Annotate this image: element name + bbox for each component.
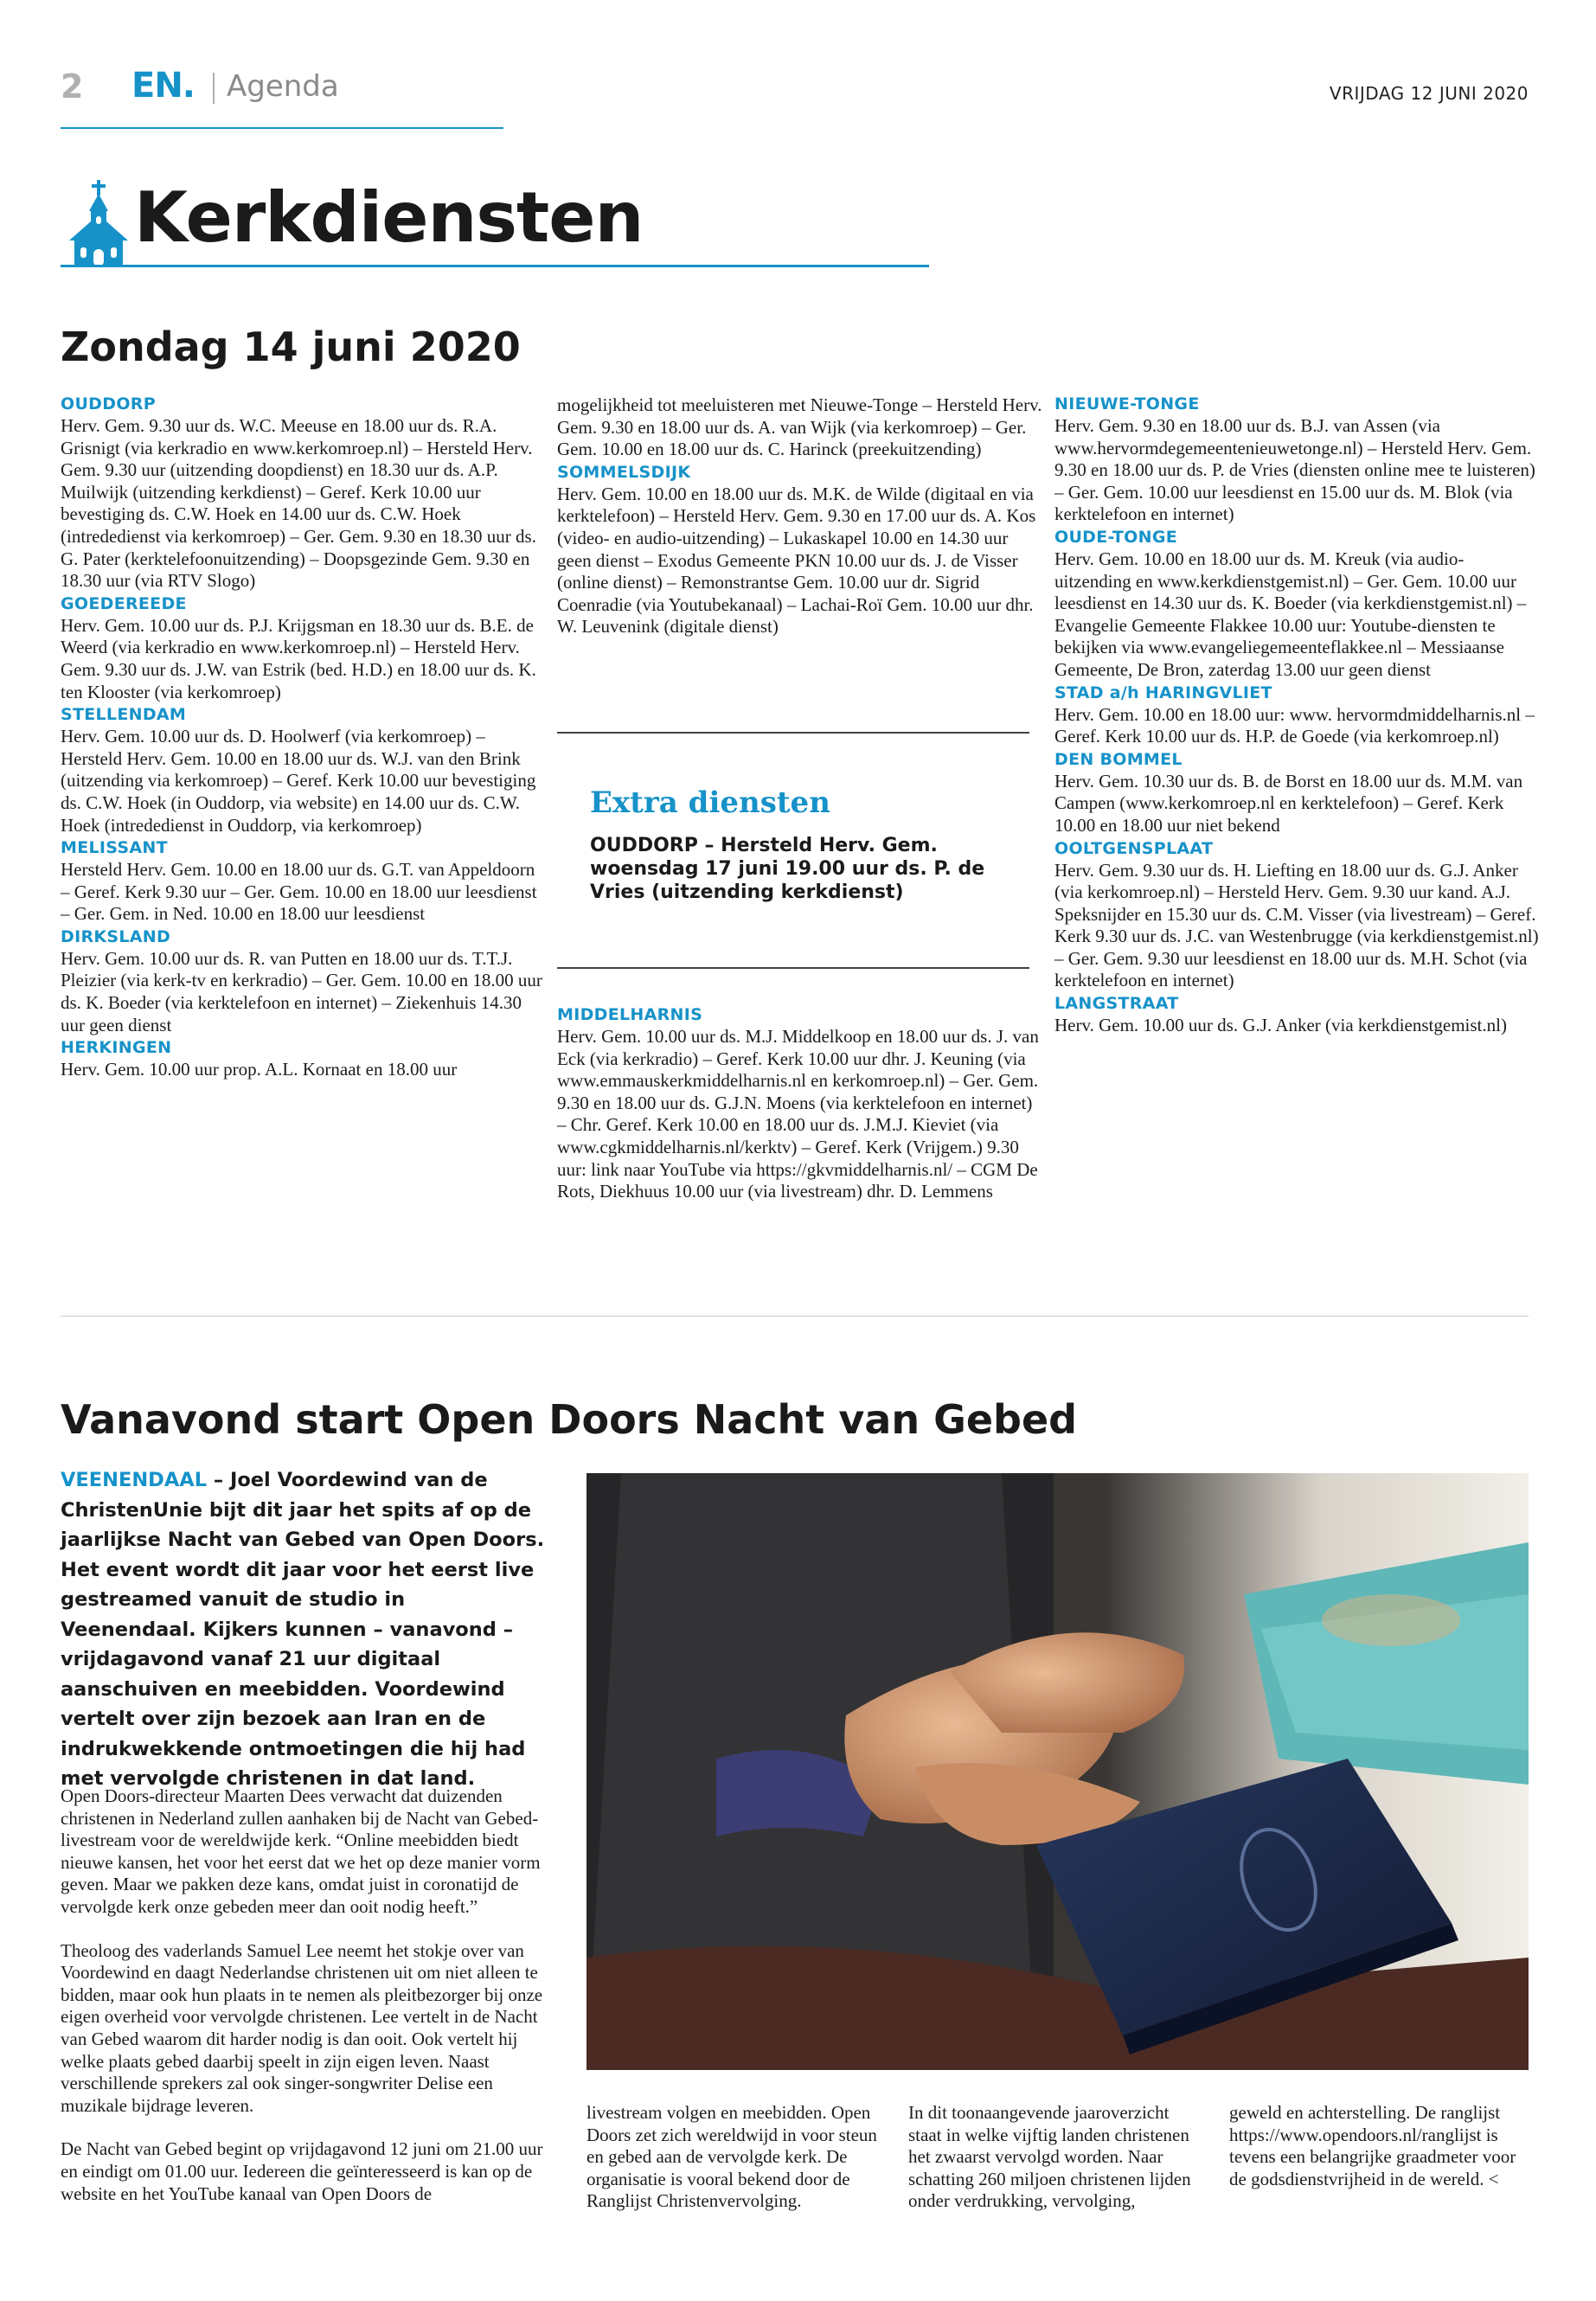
service-entry-den-bommel [1054,748,1541,837]
service-entry-oude-tonge [1054,526,1541,682]
service-entry-melissant [61,836,547,926]
header-rule [61,127,503,129]
service-entry-ouddorp [61,393,547,593]
article-paragraph: In dit toonaangevende jaaroverzicht staat in welke vijftig landen christenen het zwaarst vervolgd worden. Naar schatting 260 miljoen christenen lijden onder verdrukking, vervolging, [908,2102,1191,2212]
town-name: OUDE-TONGE [1054,527,1178,547]
article-paragraph: livestream volgen en meebidden. Open Doors zet zich wereldwijd in voor steun en gebed aan de vervolgde kerk. De organisatie is vooral bekend door de Ranglijst Christenvervolging. [586,2102,877,2212]
services-column-1 [61,393,547,1081]
service-text: Herv. Gem. 9.30 uur ds. W.C. Meeuse en 18.00 uur ds. R.A. Grisnigt (via kerkradio en www.kerkomroep.nl) – Hersteld Herv. Gem. 9.30 uur (uitzending doopdienst) en 18.30 uur ds. A.P. Muilwijk (uitzending kerkdienst) – Geref. Kerk 10.00 uur bevestiging ds. C.W. Hoek en 14.00 uur ds. C.W. Hoek (intrededienst via kerkomroep) – Ger. Gem. 9.30 en 18.30 uur ds. G. Pater (kerktelefoonuitzending) – Doopsgezinde Gem. 9.30 en 18.30 uur (via RTV Slogo) [61,415,536,592]
issue-date: VRIJDAG 12 JUNI 2020 [1329,83,1529,104]
town-name: STELLENDAM [61,705,187,725]
service-text: Herv. Gem. 10.00 uur ds. D. Hoolwerf (via kerkomroep) – Hersteld Herv. Gem. 10.00 en 18.00 uur ds. W.J. van den Brink (uitzending via kerkomroep) – Geref. Kerk 10.00 uur bevestiging ds. C.W. Hoek (in Ouddorp, via website) en 14.00 uur ds. C.W. Hoek (intrededienst in Ouddorp, via kerkomroep) [61,726,536,836]
service-entry-sommelsdijk [557,461,1043,638]
extra-services-text: OUDDORP – Hersteld Herv. Gem. woensdag 17 juni 19.00 uur ds. P. de Vries (uitzending kerkdienst) [590,835,985,903]
town-name: DIRKSLAND [61,926,171,946]
dateline-place: VEENENDAAL [61,1469,208,1491]
town-name: HERKINGEN [61,1038,172,1058]
service-entry-stad-haringvliet [1054,682,1541,748]
service-text: Herv. Gem. 10.00 uur ds. M.J. Middelkoop en 18.00 uur ds. J. van Eck (via kerkradio) – Geref. Kerk 10.00 uur dhr. J. Keuning (via www.emmauskerkmiddelharnis.nl en kerkomroep.nl) – Ger. Gem. 9.30 en 18.00 uur ds. G.J.N. Moens (via kerktelefoon en internet) – Chr. Geref. Kerk 10.00 en 18.00 uur ds. J.M.J. Kieviet (via www.cgkmiddelharnis.nl/kerktv) – Geref. Kerk (Vrijgem.) 9.30 uur: link naar YouTube via https://gkvmiddelharnis.nl/ – CGM De Rots, Diekhuus 10.00 uur (via livestream) dhr. D. Lemmens [557,1026,1039,1202]
article-body-col-3 [1229,2102,1529,2212]
service-text: Herv. Gem. 10.00 uur prop. A.L. Kornaat en 18.00 uur [61,1059,458,1080]
newspaper-logo: EN. [131,66,195,106]
service-entry-langstraat [1054,992,1541,1037]
town-name: GOEDEREEDE [61,593,187,613]
extra-services-title: Extra diensten [590,785,830,820]
town-name: STAD a/h HARINGVLIET [1054,683,1272,702]
service-entry-nieuwe-tonge [1054,393,1541,526]
service-entry-goedereede [61,593,547,703]
date-heading: Zondag 14 juni 2020 [61,324,521,370]
town-name: LANGSTRAAT [1054,994,1179,1014]
town-name: DEN BOMMEL [1054,749,1183,769]
church-icon [69,180,128,268]
header-separator [213,73,215,104]
services-column-3 [1054,393,1541,1037]
article-lead [61,1465,547,1794]
service-entry-herkingen [61,1036,547,1081]
article-paragraph: Open Doors-directeur Maarten Dees verwacht dat duizenden christenen in Nederland zullen aanhaken bij de Nacht van Gebed-livestream voor de wereldwijde kerk. “Online meebidden biedt nieuwe kansen, het voor het eerst dat we het op deze manier vorm geven. Maar we pakken deze kans, omdat juist in coronatijd de vervolgde kerk onze gebeden meer dan ooit nodig heeft.” [61,1785,541,1917]
service-text: Herv. Gem. 10.00 en 18.00 uur ds. M. Kreuk (via audio-uitzending en www.kerkdienstgemist.nl) – Ger. Gem. 10.00 uur leesdienst en 14.30 uur ds. K. Boeder (via kerkdienstgemist.nl) – Evangelie Gemeente Flakkee 10.00 uur: Youtube-diensten te bekijken via www.evangeliegemeenteflakkee.nl – Messiaanse Gemeente, De Bron, zaterdag 13.00 uur geen dienst [1054,548,1527,680]
section-divider [61,1316,1529,1317]
service-text: Herv. Gem. 9.30 uur ds. H. Liefting en 18.00 uur ds. G.J. Anker (via kerkomroep.nl) – Hersteld Herv. Gem. 9.30 uur kand. A.J. Speksnijder en 15.30 uur ds. C.M. Visser (via livestream) – Geref. Kerk 9.30 uur ds. J.C. van Westenbrugge (via kerkdienstgemist.nl) – Ger. Gem. 9.30 uur leesdienst en 18.00 uur ds. M.H. Schot (via kerktelefoon en internet) [1054,859,1539,991]
town-name: NIEUWE-TONGE [1054,394,1200,413]
service-text: mogelijkheid tot meeluisteren met Nieuwe-Tonge – Hersteld Herv. Gem. 9.30 en 18.00 uur ds. A. van Wijk (via kerkomroep) – Ger. Gem. 10.00 en 18.00 uur ds. C. Harinck (preekuitzending) [557,394,1042,460]
service-entry-continued [557,394,1043,461]
town-name: OOLTGENSPLAAT [1054,838,1214,858]
article-photo-praying-hands-bible [586,1473,1529,2070]
article-body-left [61,1785,549,2227]
title-rule [61,265,929,267]
page-title: Kerkdiensten [134,177,644,258]
article-body-col-2 [908,2102,1202,2234]
extra-box-top-rule [557,732,1029,734]
article-paragraph: Theoloog des vaderlands Samuel Lee neemt het stokje over van Voordewind en daagt Nederlandse christenen uit om niet alleen te bidden, maar ook hun plaats in te nemen als pleitbezorger bij onze eigen overheid voor vervolgde christenen. Lee vertelt in de Nacht van Gebed waarom dit harder nodig is dan ooit. Ook vertelt hij welke plaats gebed daarbij speelt in zijn eigen leven. Naast verschillende sprekers zal ook singer-songwriter Delise een muzikale bijdrage leveren. [61,1939,543,2116]
service-text: Herv. Gem. 10.30 uur ds. B. de Borst en 18.00 uur ds. M.M. van Campen (www.kerkomroep.nl en kerktelefoon) – Geref. Kerk 10.00 en 18.00 uur niet bekend [1054,770,1523,836]
service-entry-stellendam [61,703,547,836]
town-name: OUDDORP [61,394,156,413]
service-text: Herv. Gem. 10.00 en 18.00 uur: www. hervormdmiddelharnis.nl – Geref. Kerk 10.00 uur ds. H.P. de Goede (via kerkomroep.nl) [1054,703,1535,747]
article-paragraph: De Nacht van Gebed begint op vrijdagavond 12 juni om 21.00 uur en eindigt om 01.00 uur. Iedereen die geïnteresseerd is kan op de website en het YouTube kanaal van Open Doors de [61,2138,543,2204]
article-body-col-1 [586,2102,881,2234]
service-text: Herv. Gem. 10.00 en 18.00 uur ds. M.K. de Wilde (digitaal en via kerktelefoon) – Hersteld Herv. Gem. 9.30 en 17.00 uur ds. A. Kos (video- en audio-uitzending) – Lukaskapel 10.00 en 14.30 uur geen dienst – Exodus Gemeente PKN 10.00 uur ds. J. de Visser (online dienst) – Remonstrantse Gem. 10.00 uur dr. Sigrid Coenradie (via Youtubekanaal) – Lachai-Roï Gem. 10.00 uur dhr. W. Leuvenink (digitale dienst) [557,483,1036,638]
service-entry-dirksland [61,926,547,1036]
service-text: Hersteld Herv. Gem. 10.00 en 18.00 uur ds. G.T. van Appeldoorn – Geref. Kerk 9.30 uur – Ger. Gem. 10.00 en 18.00 uur leesdienst – Ger. Gem. in Ned. 10.00 en 18.00 uur leesdienst [61,859,537,925]
town-name: MELISSANT [61,838,168,858]
article-paragraph: geweld en achterstelling. De ranglijst https://www.opendoors.nl/ranglijst is tevens een belangrijke graadmeter voor de godsdienstvrijheid in de wereld. < [1229,2102,1516,2189]
town-name: MIDDELHARNIS [557,1005,703,1024]
article-headline: Vanavond start Open Doors Nacht van Gebed [61,1396,1078,1443]
service-entry-middelharnis [557,1003,1043,1203]
town-name: SOMMELSDIJK [557,462,691,482]
service-text: Herv. Gem. 10.00 uur ds. G.J. Anker (via kerkdienstgemist.nl) [1054,1015,1507,1036]
section-label: Agenda [227,69,339,104]
services-column-2-lower [557,1003,1043,1203]
service-text: Herv. Gem. 9.30 en 18.00 uur ds. B.J. van Assen (via www.hervormdegemeentenieuwetonge.nl) – Hersteld Herv. Gem. 9.30 en 18.00 uur ds. P. de Vries (diensten online mee te luisteren) – Ger. Gem. 10.00 uur leesdienst en 15.00 uur ds. M. Blok (via kerktelefoon en internet) [1054,415,1535,525]
extra-box-bottom-rule [557,967,1029,969]
lead-text: – Joel Voordewind van de ChristenUnie bijt dit jaar het spits af op de jaarlijkse Nacht van Gebed van Open Doors. Het event wordt dit jaar voor het eerst live gestreamed vanuit de studio in Veenendaal. Kijkers kunnen – vanavond – vrijdagavond vanaf 21 uur digitaal aanschuiven en meebidden. Voordewind vertelt over zijn bezoek aan Iran en de indrukwekkende ontmoetingen die hij had met vervolgde christenen in dat land. [61,1469,545,1790]
service-text: Herv. Gem. 10.00 uur ds. R. van Putten en 18.00 uur ds. T.T.J. Pleizier (via kerk-tv en kerkradio) – Ger. Gem. 10.00 en 18.00 uur ds. K. Boeder (via kerktelefoon en internet) – Ziekenhuis 14.30 uur geen dienst [61,947,542,1035]
services-column-2 [557,394,1043,638]
page-number: 2 [61,67,84,106]
service-entry-ooltgensplaat [1054,837,1541,993]
service-text: Herv. Gem. 10.00 uur ds. P.J. Krijgsman en 18.30 uur ds. B.E. de Weerd (via kerkradio en www.kerkomroep.nl) – Hersteld Herv. Gem. 9.30 uur ds. J.W. van Estrik (bed. H.D.) en 18.00 uur ds. K. ten Klooster (via kerkomroep) [61,614,536,702]
